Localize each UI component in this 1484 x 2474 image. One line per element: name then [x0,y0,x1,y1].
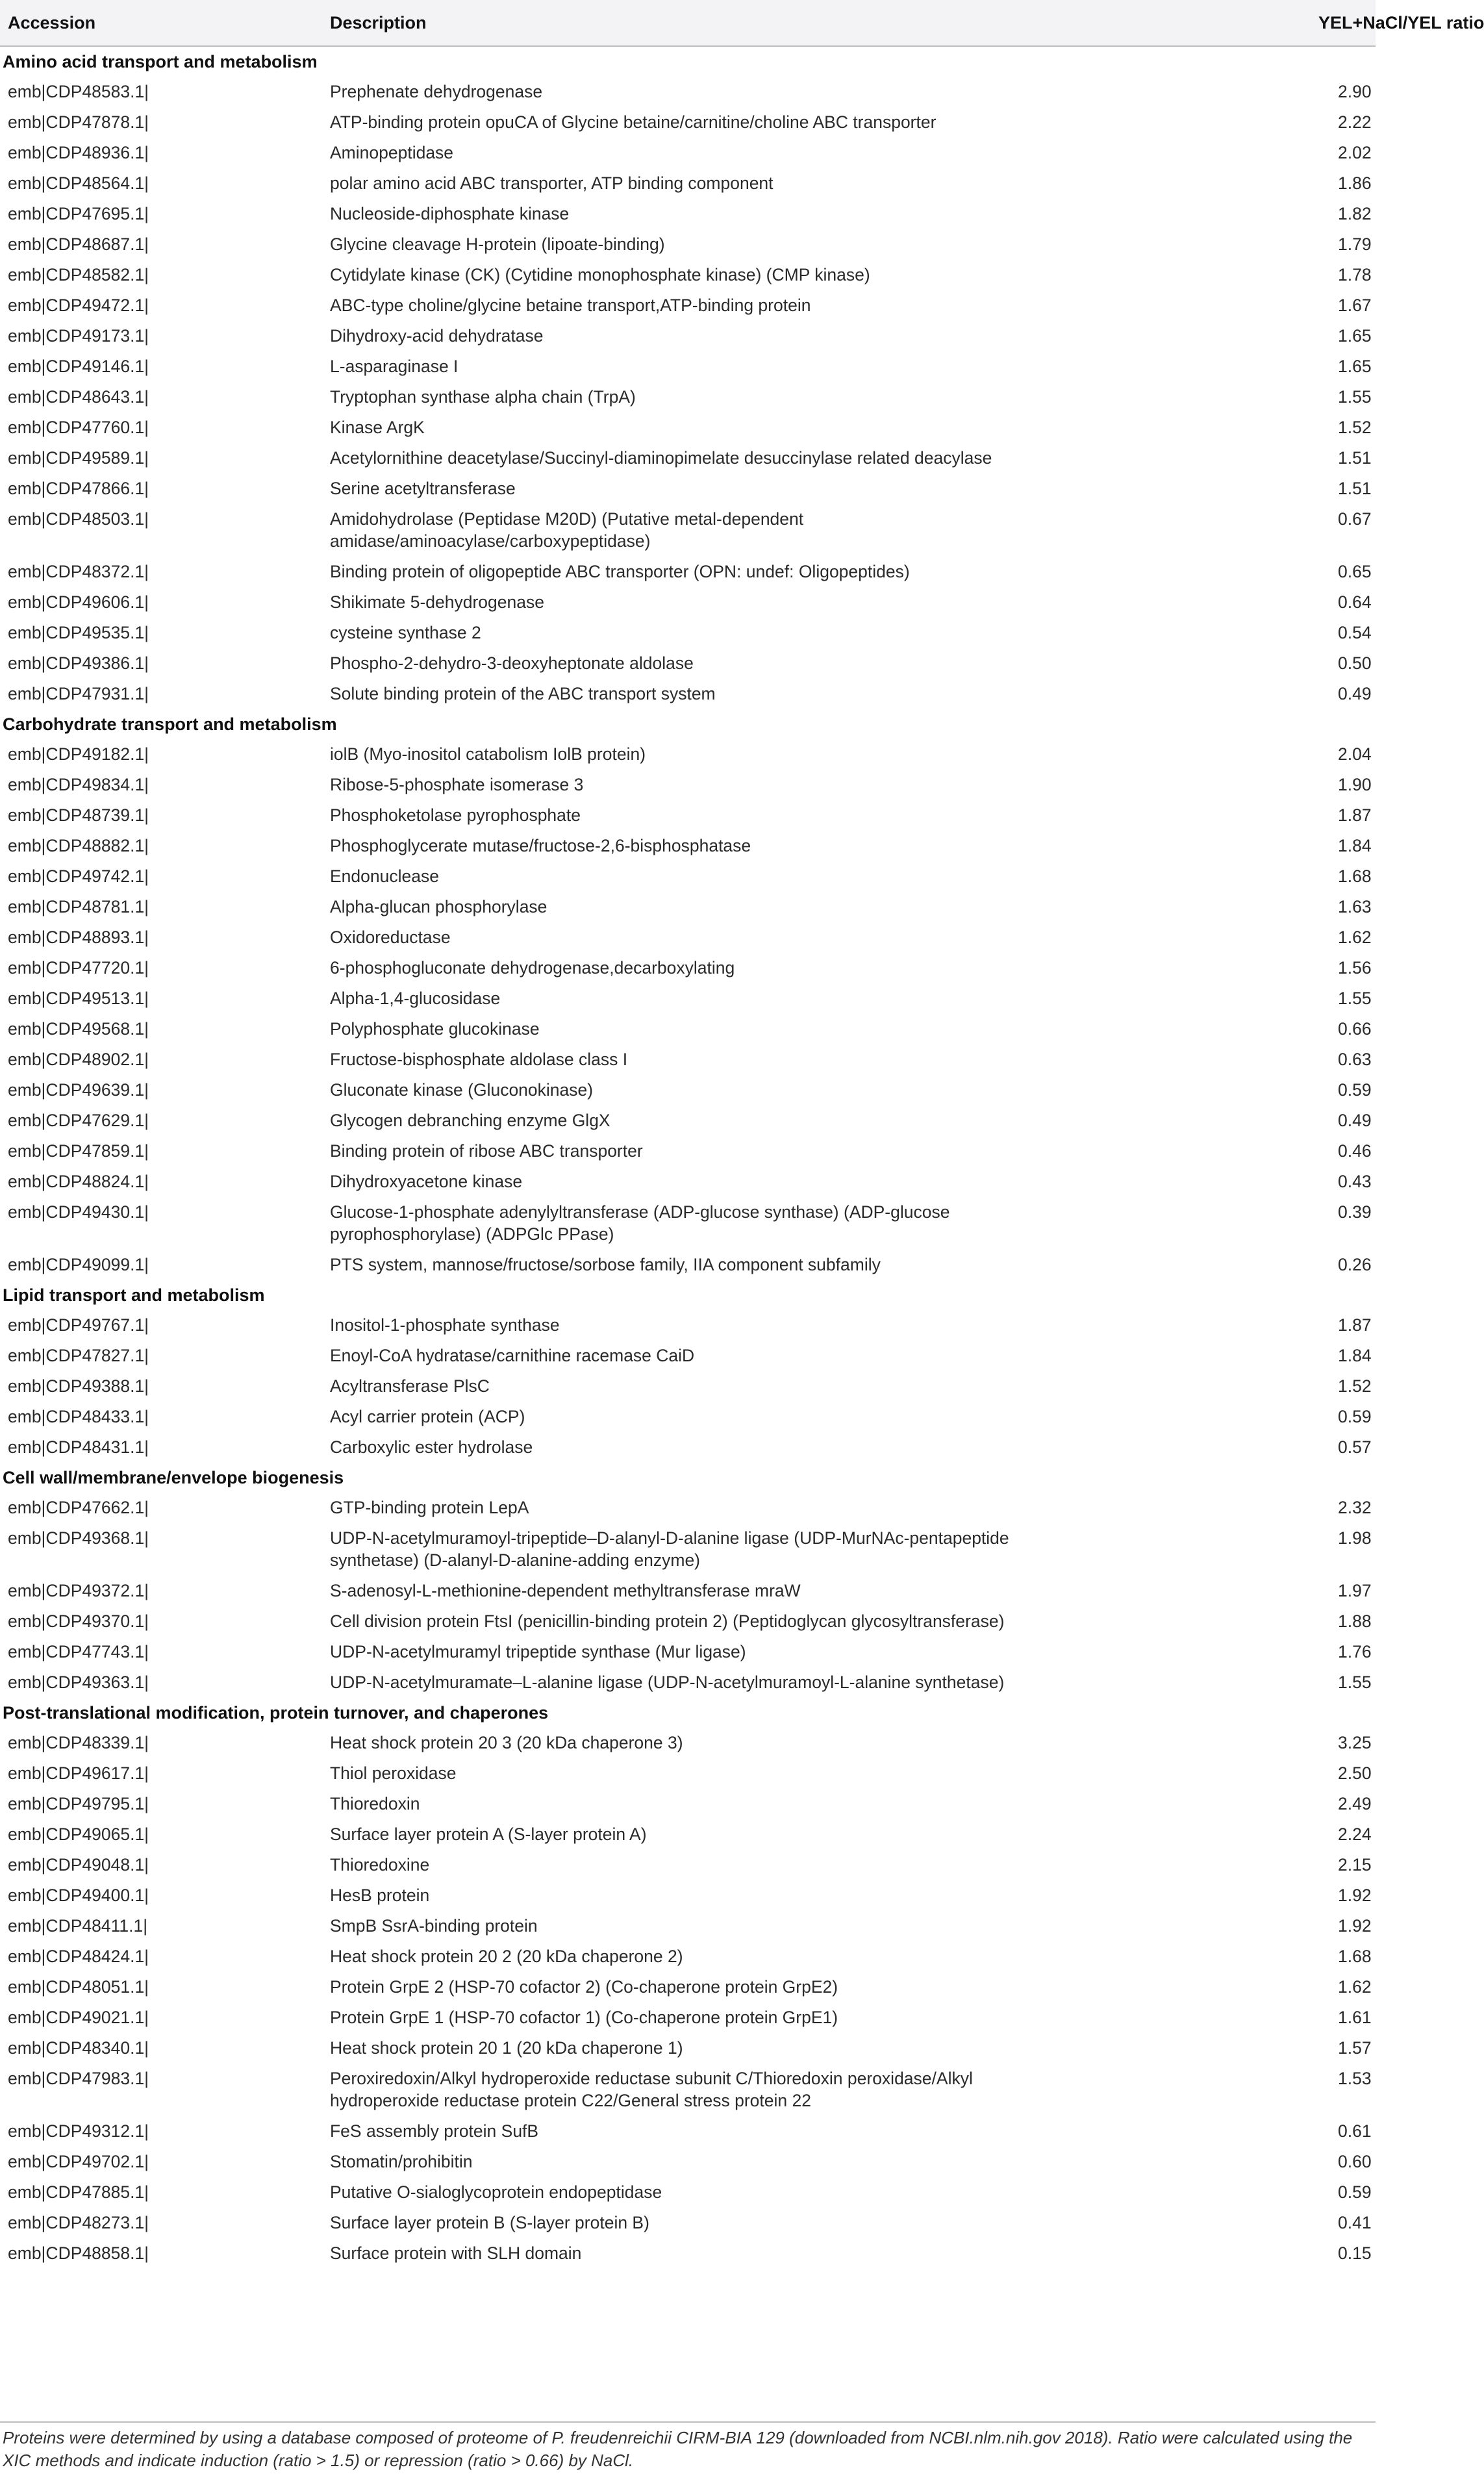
accession-cell: emb|CDP49400.1| [8,1886,149,1905]
accession-cell: emb|CDP49513.1| [8,989,149,1008]
table-row [0,1911,1376,1941]
table-row [0,382,1376,412]
ratio-cell: 1.62 [1338,1977,1372,1997]
header-description: Description [318,0,1098,46]
ratio-cell: 1.88 [1338,1611,1372,1631]
description-cell: Serine acetyltransferase [330,479,516,498]
ratio-cell: 0.66 [1338,1019,1372,1039]
table-row [0,168,1376,199]
ratio-cell: 2.04 [1338,744,1372,764]
table-row [0,2147,1376,2177]
ratio-cell: 1.61 [1338,2008,1372,2027]
description-cell: Surface layer protein B (S-layer protein B) [330,2213,649,2232]
ratio-cell: 2.15 [1338,1855,1372,1874]
ratio-cell: 1.55 [1338,1672,1372,1692]
accession-cell: emb|CDP48273.1| [8,2213,149,2232]
description-cell: Glycine cleavage H-protein (lipoate-binding) [330,234,665,254]
ratio-cell: 1.55 [1338,989,1372,1008]
table-row [0,1197,1376,1250]
description-cell: 6-phosphogluconate dehydrogenase,decarboxylating [330,958,735,978]
accession-cell: emb|CDP47878.1| [8,112,149,132]
ratio-cell: 0.64 [1338,592,1372,612]
description-cell: Phosphoglycerate mutase/fructose-2,6-bisphosphatase [330,836,751,855]
accession-cell: emb|CDP48340.1| [8,2038,149,2058]
table-row [0,229,1376,260]
accession-cell: emb|CDP48739.1| [8,805,149,825]
description-cell: SmpB SsrA-binding protein [330,1916,538,1936]
description-cell: Inositol-1-phosphate synthase [330,1315,560,1335]
accession-cell: emb|CDP47983.1| [8,2069,149,2088]
ratio-cell: 0.46 [1338,1141,1372,1161]
table-row [0,473,1376,504]
description-cell: UDP-N-acetylmuramate–L-alanine ligase (UDP-N-acetylmuramoyl-L-alanine synthetase) [330,1672,1005,1692]
description-cell: Kinase ArgK [330,418,425,437]
accession-cell: emb|CDP47720.1| [8,958,149,978]
accession-cell: emb|CDP49430.1| [8,1202,149,1222]
description-cell: Gluconate kinase (Gluconokinase) [330,1080,594,1100]
ratio-cell: 1.87 [1338,805,1372,825]
accession-cell: emb|CDP48643.1| [8,387,149,407]
accession-cell: emb|CDP48582.1| [8,265,149,284]
table-row [0,1136,1376,1167]
ratio-cell: 1.51 [1338,479,1372,498]
description-cell: Solute binding protein of the ABC transport system [330,684,716,703]
description-cell: UDP-N-acetylmuramoyl-tripeptide–D-alanyl-D-alanine ligase (UDP-MurNAc-pentapeptide synthetase) (D-alanyl-D-alanine-adding enzyme) [330,1528,1009,1570]
ratio-cell: 2.49 [1338,1794,1372,1813]
table-row [0,77,1376,107]
table-row [0,2238,1376,2269]
accession-cell: emb|CDP49312.1| [8,2121,149,2141]
table-row [0,770,1376,800]
description-cell: Dihydroxyacetone kinase [330,1172,523,1191]
category-heading: Cell wall/membrane/envelope biogenesis [3,1467,344,1487]
table-row [0,138,1376,168]
ratio-cell: 2.22 [1338,112,1372,132]
accession-cell: emb|CDP48372.1| [8,562,149,581]
table-row [0,587,1376,618]
accession-cell: emb|CDP48583.1| [8,82,149,101]
description-cell: GTP-binding protein LepA [330,1498,529,1517]
accession-cell: emb|CDP48882.1| [8,836,149,855]
ratio-cell: 1.68 [1338,1947,1372,1966]
table-row [0,983,1376,1014]
accession-cell: emb|CDP49834.1| [8,775,149,794]
ratio-cell: 0.43 [1338,1172,1372,1191]
table-row [0,1606,1376,1637]
accession-cell: emb|CDP49182.1| [8,744,149,764]
table-row [0,199,1376,229]
ratio-cell: 0.49 [1338,684,1372,703]
table-row [0,831,1376,861]
description-cell: Alpha-1,4-glucosidase [330,989,501,1008]
category-row [0,1698,1376,1728]
table-row [0,739,1376,770]
accession-cell: emb|CDP49617.1| [8,1763,149,1783]
description-cell: PTS system, mannose/fructose/sorbose family, IIA component subfamily [330,1255,881,1274]
table-row [0,1402,1376,1432]
table-row [0,504,1376,557]
table-row [0,260,1376,290]
table-header [0,0,1484,46]
accession-cell: emb|CDP47695.1| [8,204,149,223]
description-cell: Surface layer protein A (S-layer protein A) [330,1824,647,1844]
accession-cell: emb|CDP48433.1| [8,1407,149,1426]
ratio-cell: 1.62 [1338,928,1372,947]
ratio-cell: 2.24 [1338,1824,1372,1844]
table-row [0,351,1376,382]
description-cell: Thioredoxine [330,1855,430,1874]
ratio-cell: 0.59 [1338,1407,1372,1426]
description-cell: Thiol peroxidase [330,1763,457,1783]
accession-cell: emb|CDP49472.1| [8,296,149,315]
accession-cell: emb|CDP49146.1| [8,357,149,376]
table-row [0,321,1376,351]
description-cell: Binding protein of oligopeptide ABC transporter (OPN: undef: Oligopeptides) [330,562,910,581]
description-cell: Fructose-bisphosphate aldolase class I [330,1050,628,1069]
table-row [0,1105,1376,1136]
table-row [0,800,1376,831]
category-heading: Amino acid transport and metabolism [3,51,318,71]
description-cell: Heat shock protein 20 2 (20 kDa chaperone 2) [330,1947,683,1966]
ratio-cell: 1.52 [1338,1376,1372,1396]
table-row [0,1728,1376,1758]
description-cell: Thioredoxin [330,1794,420,1813]
accession-cell: emb|CDP49099.1| [8,1255,149,1274]
ratio-cell: 1.65 [1338,326,1372,346]
category-row [0,1280,1376,1310]
table-row [0,1576,1376,1606]
table-row [0,1523,1376,1576]
accession-cell: emb|CDP48564.1| [8,173,149,193]
header-ratio: YEL+NaCl/YEL ratio [1098,0,1376,46]
ratio-cell: 1.55 [1338,387,1372,407]
accession-cell: emb|CDP49065.1| [8,1824,149,1844]
accession-cell: emb|CDP48411.1| [8,1916,148,1936]
ratio-cell: 1.56 [1338,958,1372,978]
table-row [0,2033,1376,2064]
description-cell: Binding protein of ribose ABC transporter [330,1141,643,1161]
accession-cell: emb|CDP47885.1| [8,2182,149,2202]
description-cell: Shikimate 5-dehydrogenase [330,592,544,612]
description-cell: Protein GrpE 1 (HSP-70 cofactor 1) (Co-chaperone protein GrpE1) [330,2008,838,2027]
table-row [0,1880,1376,1911]
table-row [0,1758,1376,1789]
accession-cell: emb|CDP47931.1| [8,684,149,703]
description-cell: Acetylornithine deacetylase/Succinyl-diaminopimelate desuccinylase related deacylase [330,448,992,468]
table-row [0,1789,1376,1819]
ratio-cell: 0.54 [1338,623,1372,642]
table-row [0,1341,1376,1371]
accession-cell: emb|CDP48824.1| [8,1172,149,1191]
accession-cell: emb|CDP49386.1| [8,653,149,673]
ratio-cell: 0.26 [1338,1255,1372,1274]
accession-cell: emb|CDP49370.1| [8,1611,149,1631]
description-cell: Dihydroxy-acid dehydratase [330,326,544,346]
table-row [0,1819,1376,1850]
ratio-cell: 2.90 [1338,82,1372,101]
ratio-cell: 1.82 [1338,204,1372,223]
description-cell: Cell division protein FtsI (penicillin-binding protein 2) (Peptidoglycan glycosyltransferase) [330,1611,1005,1631]
ratio-cell: 1.84 [1338,1346,1372,1365]
table-row [0,1167,1376,1197]
accession-cell: emb|CDP49388.1| [8,1376,149,1396]
ratio-cell: 0.49 [1338,1111,1372,1130]
description-cell: Oxidoreductase [330,928,451,947]
description-cell: Endonuclease [330,866,439,886]
ratio-cell: 1.78 [1338,265,1372,284]
accession-cell: emb|CDP48687.1| [8,234,149,254]
table-row [0,2208,1376,2238]
description-cell: Heat shock protein 20 1 (20 kDa chaperone 1) [330,2038,683,2058]
category-row [0,709,1376,739]
category-row [0,46,1376,77]
description-cell: iolB (Myo-inositol catabolism IolB protein) [330,744,646,764]
ratio-cell: 1.90 [1338,775,1372,794]
description-cell: cysteine synthase 2 [330,623,481,642]
ratio-cell: 0.63 [1338,1050,1372,1069]
description-cell: Glycogen debranching enzyme GlgX [330,1111,610,1130]
accession-cell: emb|CDP49767.1| [8,1315,149,1335]
accession-cell: emb|CDP49795.1| [8,1794,149,1813]
accession-cell: emb|CDP48902.1| [8,1050,149,1069]
ratio-cell: 0.61 [1338,2121,1372,2141]
ratio-cell: 1.63 [1338,897,1372,916]
accession-cell: emb|CDP47827.1| [8,1346,149,1365]
accession-cell: emb|CDP48936.1| [8,143,149,162]
description-cell: Glucose-1-phosphate adenylyltransferase (ADP-glucose synthase) (ADP-glucose pyrophosphorylase) (ADPGlc PPase) [330,1202,950,1244]
table-row [0,953,1376,983]
description-cell: Nucleoside-diphosphate kinase [330,204,570,223]
ratio-cell: 0.15 [1338,2243,1372,2263]
ratio-cell: 0.59 [1338,1080,1372,1100]
accession-cell: emb|CDP47629.1| [8,1111,149,1130]
category-row [0,1463,1376,1493]
accession-cell: emb|CDP48431.1| [8,1437,149,1457]
category-heading: Lipid transport and metabolism [3,1285,265,1305]
table-row [0,1371,1376,1402]
description-cell: Surface protein with SLH domain [330,2243,582,2263]
accession-cell: emb|CDP48893.1| [8,928,149,947]
accession-cell: emb|CDP49021.1| [8,2008,149,2027]
accession-cell: emb|CDP47760.1| [8,418,149,437]
description-cell: Tryptophan synthase alpha chain (TrpA) [330,387,636,407]
table-row [0,1014,1376,1044]
accession-cell: emb|CDP49702.1| [8,2152,149,2171]
ratio-cell: 1.52 [1338,418,1372,437]
description-cell: Amidohydrolase (Peptidase M20D) (Putative metal-dependent amidase/aminoacylase/carboxypeptidase) [330,509,804,551]
description-cell: L-asparaginase I [330,357,459,376]
description-cell: HesB protein [330,1886,430,1905]
description-cell: Prephenate dehydrogenase [330,82,543,101]
description-cell: Ribose-5-phosphate isomerase 3 [330,775,584,794]
ratio-cell: 2.02 [1338,143,1372,162]
table-row [0,1850,1376,1880]
description-cell: polar amino acid ABC transporter, ATP binding component [330,173,773,193]
ratio-cell: 0.41 [1338,2213,1372,2232]
accession-cell: emb|CDP49535.1| [8,623,149,642]
table-row [0,443,1376,473]
accession-cell: emb|CDP49363.1| [8,1672,149,1692]
accession-cell: emb|CDP49048.1| [8,1855,149,1874]
table-row [0,290,1376,321]
table-row [0,1075,1376,1105]
accession-cell: emb|CDP49568.1| [8,1019,149,1039]
ratio-cell: 1.67 [1338,296,1372,315]
ratio-cell: 2.50 [1338,1763,1372,1783]
ratio-cell: 0.65 [1338,562,1372,581]
table-row [0,2064,1376,2116]
ratio-cell: 0.60 [1338,2152,1372,2171]
table-row [0,1310,1376,1341]
table-row [0,679,1376,709]
description-cell: Phospho-2-dehydro-3-deoxyheptonate aldolase [330,653,694,673]
ratio-cell: 0.57 [1338,1437,1372,1457]
description-cell: Phosphoketolase pyrophosphate [330,805,581,825]
table-row [0,1044,1376,1075]
table-row [0,1972,1376,2002]
category-heading: Carbohydrate transport and metabolism [3,714,337,734]
table-row [0,861,1376,892]
table-row [0,2177,1376,2208]
header-accession: Accession [0,0,318,46]
ratio-cell: 1.97 [1338,1581,1372,1600]
table-row [0,1250,1376,1280]
accession-cell: emb|CDP48503.1| [8,509,149,529]
accession-cell: emb|CDP47662.1| [8,1498,149,1517]
description-cell: Carboxylic ester hydrolase [330,1437,533,1457]
table-row [0,2116,1376,2147]
table-row [0,1941,1376,1972]
description-cell: Peroxiredoxin/Alkyl hydroperoxide reductase subunit C/Thioredoxin peroxidase/Alkyl hydroperoxide reductase protein C22/General stress protein 22 [330,2069,973,2110]
ratio-cell: 1.92 [1338,1886,1372,1905]
description-cell: Acyltransferase PlsC [330,1376,490,1396]
ratio-cell: 1.76 [1338,1642,1372,1661]
table-body [0,46,1376,2269]
accession-cell: emb|CDP47859.1| [8,1141,149,1161]
table-row [0,922,1376,953]
table-row [0,618,1376,648]
ratio-cell: 1.68 [1338,866,1372,886]
table-row [0,412,1376,443]
ratio-cell: 0.39 [1338,1202,1372,1222]
accession-cell: emb|CDP48858.1| [8,2243,149,2263]
description-cell: Stomatin/prohibitin [330,2152,473,2171]
description-cell: Alpha-glucan phosphorylase [330,897,547,916]
table-row [0,1667,1376,1698]
description-cell: Cytidylate kinase (CK) (Cytidine monophosphate kinase) (CMP kinase) [330,265,870,284]
table-row [0,1637,1376,1667]
accession-cell: emb|CDP49589.1| [8,448,149,468]
ratio-cell: 0.59 [1338,2182,1372,2202]
description-cell: Aminopeptidase [330,143,454,162]
description-cell: Enoyl-CoA hydratase/carnithine racemase CaiD [330,1346,695,1365]
accession-cell: emb|CDP48781.1| [8,897,149,916]
description-cell: UDP-N-acetylmuramyl tripeptide synthase (Mur ligase) [330,1642,746,1661]
ratio-cell: 2.32 [1338,1498,1372,1517]
description-cell: Putative O-sialoglycoprotein endopeptidase [330,2182,662,2202]
table-footnote: Proteins were determined by using a database composed of proteome of P. freudenreichii CIRM-BIA 129 (downloaded from NCBI.nlm.nih.gov 2018). Ratio were calculated using the XIC methods and indicate induction (ratio > 1.5) or repression (ratio > 0.66) by NaCl. [0,2421,1376,2472]
ratio-cell: 1.53 [1338,2069,1372,2088]
ratio-cell: 1.57 [1338,2038,1372,2058]
ratio-cell: 3.25 [1338,1733,1372,1752]
ratio-cell: 1.86 [1338,173,1372,193]
table-row [0,648,1376,679]
accession-cell: emb|CDP49173.1| [8,326,149,346]
accession-cell: emb|CDP49368.1| [8,1528,149,1548]
ratio-cell: 1.79 [1338,234,1372,254]
description-cell: Protein GrpE 2 (HSP-70 cofactor 2) (Co-chaperone protein GrpE2) [330,1977,838,1997]
ratio-cell: 1.51 [1338,448,1372,468]
description-cell: ATP-binding protein opuCA of Glycine betaine/carnitine/choline ABC transporter [330,112,937,132]
description-cell: FeS assembly protein SufB [330,2121,539,2141]
ratio-cell: 0.67 [1338,509,1372,529]
table-row [0,892,1376,922]
table-row [0,2002,1376,2033]
description-cell: Acyl carrier protein (ACP) [330,1407,525,1426]
table-row [0,1493,1376,1523]
accession-cell: emb|CDP48424.1| [8,1947,149,1966]
accession-cell: emb|CDP49742.1| [8,866,149,886]
ratio-cell: 1.65 [1338,357,1372,376]
accession-cell: emb|CDP47866.1| [8,479,149,498]
description-cell: S-adenosyl-L-methionine-dependent methyltransferase mraW [330,1581,801,1600]
table-row [0,557,1376,587]
accession-cell: emb|CDP49639.1| [8,1080,149,1100]
description-cell: Polyphosphate glucokinase [330,1019,540,1039]
accession-cell: emb|CDP49606.1| [8,592,149,612]
category-heading: Post-translational modification, protein turnover, and chaperones [3,1702,549,1723]
accession-cell: emb|CDP49372.1| [8,1581,149,1600]
description-cell: ABC-type choline/glycine betaine transport,ATP-binding protein [330,296,811,315]
description-cell: Heat shock protein 20 3 (20 kDa chaperone 3) [330,1733,683,1752]
ratio-cell: 1.84 [1338,836,1372,855]
table-row [0,107,1376,138]
ratio-cell: 0.50 [1338,653,1372,673]
table-row [0,1432,1376,1463]
accession-cell: emb|CDP47743.1| [8,1642,149,1661]
accession-cell: emb|CDP48051.1| [8,1977,149,1997]
accession-cell: emb|CDP48339.1| [8,1733,149,1752]
ratio-cell: 1.87 [1338,1315,1372,1335]
ratio-cell: 1.98 [1338,1528,1372,1548]
ratio-cell: 1.92 [1338,1916,1372,1936]
